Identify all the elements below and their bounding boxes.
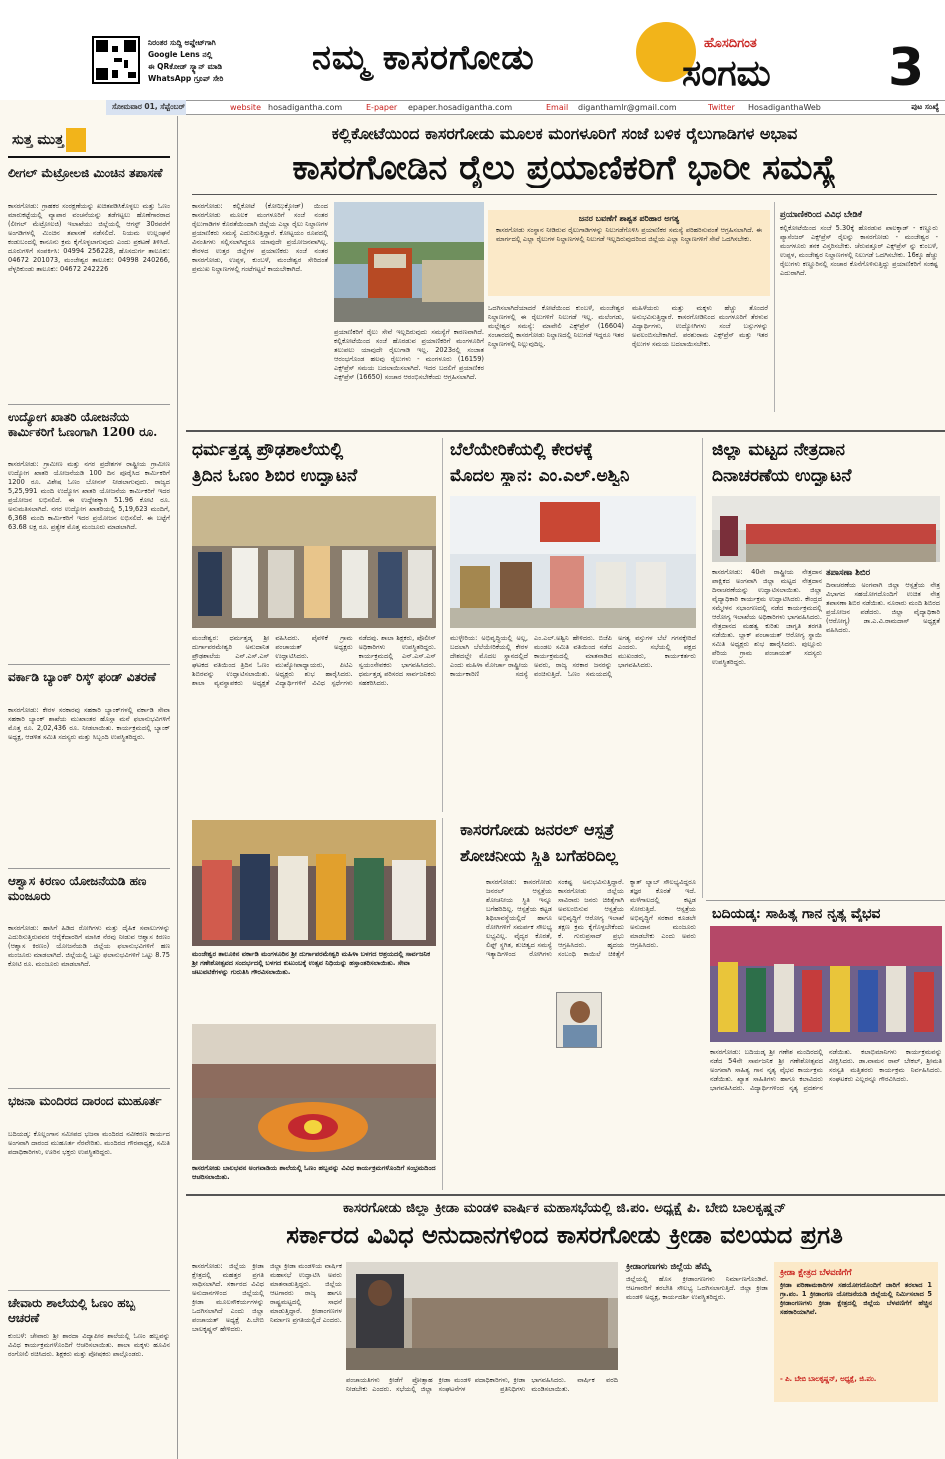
sidebar-headline: ತಪಾಸಣಾ ಶಿಬಿರ xyxy=(826,568,871,578)
story-body: ಕಾಸರಗೋಡು: 40ನೇ ರಾಷ್ಟ್ರೀಯ ನೇತ್ರದಾನ ಪಾಕ್ಷಿಕದ ಅಂಗವಾಗಿ ಜಿಲ್ಲಾ ಮಟ್ಟದ ನೇತ್ರದಾನ ದಿನಾಚರಣೆಯನ್ನು ಉದ್ಘಾಟಿಸಲಾಯಿತು. ಜಿಲ್ಲಾ ವೈದ್ಯಾಧಿಕಾರಿ ಕಾರ್ಯಕ್ರಮ ಉದ್ಘಾಟಿಸಿದರು. ಕೇಂದ್ರದ ಸಮ್ಮೇಳನ ಸಭಾಂಗಣದಲ್ಲಿ ನಡೆದ ಕಾರ್ಯಕ್ರಮದಲ್ಲಿ ಆರೋಗ್ಯ ಇಲಾಖೆಯ ಅಧಿಕಾರಿಗಳು ಭಾಗವಹಿಸಿದರು. ನೇತ್ರದಾನದ ಮಹತ್ವ ಕುರಿತು ಜಾಗೃತಿ ತರಗತಿ ನಡೆಯಿತು. ಬ್ಲಾಕ್ ಪಂಚಾಯತ್ ಆರೋಗ್ಯ ಸ್ಥಾಯಿ ಸಮಿತಿ ಅಧ್ಯಕ್ಷರು ಶುಭ ಹಾರೈಸಿದರು. ಪುಲ್ಲೂರು ಪೆರಿಯ ಗ್ರಾಮ ಪಂಚಾಯತ್ ಸದಸ್ಯರು ಉಪಸ್ಥಿತರಿದ್ದರು. xyxy=(712,568,822,666)
left-news-column xyxy=(0,116,178,1459)
story-headline: ಜಿಲ್ಲಾ ಮಟ್ಟದ ನೇತ್ರದಾನ xyxy=(712,440,845,460)
box-signature: - ಪಿ. ಬೇಬಿ ಬಾಲಕೃಷ್ಣನ್, ಅಧ್ಯಕ್ಷೆ, ಜಿ.ಪಂ. xyxy=(780,1375,877,1383)
story-body: ಕಾಸರಗೋಡು: ಕೇರಳ ಸರಕಾರವು ಸಹಕಾರಿ ಬ್ಯಾಂಕ್‌ಗಳಲ್ಲಿ ವರ್ಕಾಡಿ ಸೇವಾ ಸಹಕಾರಿ ಬ್ಯಾಂಕ್ ಶಾಖೆಯ ಮುಖಾಂತರ ಹೊಸ್ಗಾ ಮನೆ ಫಲಾನುಭವಿಗಳಿಗೆ ಮೊತ್ತ ರೂ. 2,02,436 ರೂ. ನೀಡಲಾಯಿತು. ಕಾರ್ಯಕ್ರಮದಲ್ಲಿ ಬ್ಯಾಂಕ್ ಅಧ್ಯಕ್ಷ, ಆಡಳಿತ ಸಮಿತಿ ಸದಸ್ಯರು ಮತ್ತು ಸಿಬ್ಬಂದಿ ಉಪಸ್ಥಿತರಿದ್ದರು. xyxy=(8,706,170,741)
qr-note-3: ಈ QRಕೋಡ್ ಸ್ಕ್ಯಾನ್ ಮಾಡಿ xyxy=(148,62,223,71)
story-headline: ಉದ್ಯೋಗ ಖಾತರಿ ಯೋಜನೆಯ ಕಾರ್ಮಿಕರಿಗೆ ಓಣಂಗಾಗಿ 1200 ರೂ. xyxy=(8,410,158,439)
railway-story xyxy=(186,118,945,418)
photo-caption: ಕಾಸರಗೋಡು ಬಾಲಭವನ ಅಂಗವಾಡಿಯ ಶಾಲೆಯಲ್ಲಿ ಓಣಂ ಹಬ್ಬವನ್ನು ವಿವಿಧ ಕಾರ್ಯಕ್ರಮಗಳೊಂದಿಗೆ ಸಂಭ್ರಮದಿಂದ ಆಚರಿಸಲಾಯಿತು. xyxy=(192,1164,436,1181)
sidebar-body: ಕಲ್ಲಿಕೋಟೆಯಿಂದ ಸಂಜೆ 5.30ಕ್ಕೆ ಹೊರಡುವ ಪಾಲಕ್ಕಾಡ್ - ಕಣ್ಣೂರು ಪ್ಯಾಸೆಂಜರ್ ಎಕ್ಸ್‌ಪ್ರೆಸ್ ರೈಲನ್ನು ಕಾಸರಗೋಡು - ಮಂಜೇಶ್ವರ - ಮಂಗಳೂರು ತನಕ ವಿಸ್ತರಿಸಬೇಕು. ಚೆರುವತ್ತೂರ್ ಎಕ್ಸ್‌ಪ್ರೆಸ್ ನ್ನು ಕುಂಬಳೆ, ಉಪ್ಪಳ, ಮಂಜೇಶ್ವರ ನಿಲ್ದಾಣಗಳಲ್ಲಿ ನಿಲುಗಡೆ ಒದಗಿಸಬೇಕು. 16ಕ್ಕೂ ಹೆಚ್ಚು ರೈಲುಗಳು ಕಣ್ಣೂರಿನಲ್ಲಿ ಸಂಚಾರ ಕೊನೆಗೊಳಿಸುತ್ತಿದ್ದು ಪ್ರಯಾಣಿಕರಿಗೆ ಸಂಕಷ್ಟ ಎದುರಾಗಿದೆ. xyxy=(780,224,938,277)
qr-note-1: ನಿರಂತರ ಸುದ್ದಿ ಅಪ್ಡೇಟ್‌ಗಾಗಿ xyxy=(148,38,216,47)
story-headline: ವರ್ಕಾಡಿ ಬ್ಯಾಂಕ್ ರಿಸ್ಕ್ ಫಂಡ್ ವಿತರಣೆ xyxy=(8,670,156,684)
qr-note-2: Google Lens ನಲ್ಲಿ xyxy=(148,50,213,59)
story-headline: ಸರ್ಕಾರದ ವಿವಿಧ ಅನುದಾನಗಳಿಂದ ಕಾಸರಗೋಡು ಕ್ರೀಡಾ ವಲಯದ ಪ್ರಗತಿ xyxy=(286,1220,843,1249)
sports-story xyxy=(186,1194,945,1459)
page-label: ಪುಟ ಸಂಖ್ಯೆ xyxy=(911,102,939,111)
story-body: ಮಂಜೇಶ್ವರ: ಧರ್ಮತ್ತಡ್ಕ ಶ್ರೀ ದುರ್ಗಾಪರಮೇಶ್ವರಿ ಅನುದಾನಿತ ಪ್ರೌಢಶಾಲೆಯ ಎನ್.ಎಸ್.ಎಸ್ ಘಟಕದ ವತಿಯಿಂದ ತ್ರಿದಿನ ಓಣಂ ಶಿಬಿರವನ್ನು ಉದ್ಘಾಟಿಸಲಾಯಿತು. ಶಾಲಾ ವ್ಯವಸ್ಥಾಪಕರು ಅಧ್ಯಕ್ಷತೆ ವಹಿಸಿದರು. ಪೈವಳಿಕೆ ಗ್ರಾಮ ಪಂಚಾಯತ್ ಅಧ್ಯಕ್ಷರು ಉದ್ಘಾಟಿಸಿದರು. ಮುಖ್ಯೋಪಾಧ್ಯಾಯರು, ಪಿಟಿಎ ಅಧ್ಯಕ್ಷರು ಶುಭ ಹಾರೈಸಿದರು. ವಿದ್ಯಾರ್ಥಿಗಳಿಗೆ ವಿವಿಧ ಸ್ಪರ್ಧೆಗಳು ನಡೆದವು. ಶಾಲಾ ಶಿಕ್ಷಕರು, ಪೊಲೀಸ್ ಅಧಿಕಾರಿಗಳು ಉಪಸ್ಥಿತರಿದ್ದರು. ಕಾರ್ಯಕ್ರಮದಲ್ಲಿ ಎನ್.ಎಸ್.ಎಸ್ ಸ್ವಯಂಸೇವಕರು ಭಾಗವಹಿಸಿದರು. ಧರ್ಮತ್ತಡ್ಕ ಪರಿಸರದ ಸಾರ್ವಜನಿಕರು ಸಹಕರಿಸಿದರು. xyxy=(192,634,436,687)
twitter-label: Twitter xyxy=(708,103,735,112)
story-headline: ಬೆಲೆಯೇರಿಕೆಯಲ್ಲಿ ಕೇರಳಕ್ಕೆ xyxy=(450,440,593,460)
story-col-1: ಕಾಸರಗೋಡು: ಕಲ್ಲಿಕೋಟೆ (ಕೋಝಿಕ್ಕೋಡ್) ಯಿಂದ ಕಾಸರಗೋಡು ಮೂಲಕ ಮಂಗಳೂರಿಗೆ ಸಂಜೆ ನಂತರ ರೈಲುಗಾಡಿಗಳ ಕೊರತೆಯಿಂದಾಗಿ ಜಿಲ್ಲೆಯ ಎಲ್ಲಾ ರೈಲು ನಿಲ್ದಾಣಗಳ ಪ್ರಯಾಣಿಕರು ಸಮಸ್ಯೆ ಎದುರಿಸುತ್ತಿದ್ದಾರೆ. ಕೋಟ್ಟಯಂ ರೂಪದಲ್ಲಿ ವಿನಂತಿಗಳು ಸಲ್ಲಿಸಲಾಗಿದ್ದರೂ ಯಾವುದೇ ಪ್ರಯೋಜನವಾಗಿಲ್ಲ. ಕೇರಳದ ಉತ್ತರ ಜಿಲ್ಲೆಗಳ ಪ್ರಯಾಣಿಕರು ಸಂಜೆ ನಂತರ ಕಾಸರಗೋಡು, ಉಪ್ಪಳ, ಕುಂಬಳೆ, ಮಂಜೇಶ್ವರ ಸೇರಿದಂತೆ ಪ್ರಮುಖ ನಿಲ್ದಾಣಗಳಲ್ಲಿ ಗಂಟೆಗಟ್ಟಲೆ ಕಾಯಬೇಕಾಗಿದೆ. xyxy=(192,202,328,273)
qr-code-icon xyxy=(92,36,140,84)
story-body: ಕಾಸರಗೋಡು: ಗ್ರಾಮೀಣ ಮತ್ತು ನಗರ ಪ್ರದೇಶಗಳ ರಾಷ್ಟ್ರೀಯ ಗ್ರಾಮೀಣ ಉದ್ಯೋಗ ಖಾತರಿ ಯೋಜನೆಯಡಿ 100 ದಿನ ಪೂರೈಸಿದ ಕಾರ್ಮಿಕರಿಗೆ 1200 ರೂ. ವಿಶೇಷ ಓಣಂ ಬೋನಸ್ ನೀಡಲಾಗುವುದು. ರಾಜ್ಯದ 5,25,991 ಮಂದಿ ಉದ್ಯೋಗ ಖಾತರಿ ಯೋಜನೆಯ ಕಾರ್ಮಿಕರಿಗೆ ಇದರ ಪ್ರಯೋಜನ ಲಭಿಸಲಿದೆ. ಈ ಉದ್ದೇಶಕ್ಕಾಗಿ 51.96 ಕೋಟಿ ರೂ. ಅನುಮತಿಸಲಾಗಿದೆ. ನಗರ ಉದ್ಯೋಗ ಖಾತರಿಯಲ್ಲಿ 5,19,623 ಮಂದಿಗೆ, 6,368 ಮಂದಿ ಕಾರ್ಮಿಕರಿಗೆ ಇದರ ಪ್ರಯೋಜನ ಲಭಿಸಲಿದೆ. ಈ ಬಟ್ಟೆಗೆ 63.68 ಲಕ್ಷ ರೂ. ಪ್ರತ್ಯೇಕ ಮೊತ್ತ ಮಂಜೂರು ಮಾಡಲಾಗಿದೆ. xyxy=(8,460,170,531)
section-title: ನಮ್ಮ ಕಾಸರಗೋಡು xyxy=(312,38,535,78)
story-col-3: ಒದಗಿಸಲಾಗಿದೆಯಾದರೆ ಕೋಟೆಯಿಂದ ಕುಂಬಳೆ, ಮಂಜೇಶ್ವರ ನಿಲ್ದಾಣಗಳಲ್ಲಿ ಈ ರೈಲುಗಳಿಗೆ ನಿಲುಗಡೆ ಇಲ್ಲ. ಮಲೆಂಗಡು, ಮಲ್ಲೇಶ್ವರ ಸಮಸ್ಯೆ: ಮಾವೇಲಿ ಎಕ್ಸ್‌ಪ್ರೆಸ್ (16604) ಸಂಚಾರದಲ್ಲಿ ಕಾಸರಗೋಡು ನಿಲ್ದಾಣದಲ್ಲಿ ನಿಲುಗಡೆ ಇದ್ದರೂ ಇತರ ನಿಲ್ದಾಣಗಳಲ್ಲಿ ನಿಲ್ಲುವುದಿಲ್ಲ. xyxy=(488,304,624,348)
story-body: ಬದಿಯಡ್ಕ: ಕೊಲ್ಲಂಗಾನ ಸಮೀಪದ ಭಜನಾ ಮಂದಿರದ ನವೀಕರಣ ಕಾರ್ಯದ ಅಂಗವಾಗಿ ದಾರಂದ ಮುಹೂರ್ತ ನೆರವೇರಿತು. ಮಂದಿರದ ಗೌರವಾಧ್ಯಕ್ಷ, ಸಮಿತಿ ಪದಾಧಿಕಾರಿಗಳು, ಊರಿನ ಭಕ್ತರು ಉಪಸ್ಥಿತರಿದ್ದರು. xyxy=(8,1130,170,1156)
story-headline: ಬದಿಯಡ್ಕ: ಸಾಹಿತ್ಯ ಗಾನ ನೃತ್ಯ ವೈಭವ xyxy=(712,906,881,922)
hospital-story xyxy=(446,814,700,1190)
dance-photo xyxy=(710,926,942,1042)
sidebar-body: ಕಾಸರಗೋಡು ಸಂಸ್ಥಾನ ನೀಡಿರುವ ರೈಲುಗಾಡಿಗಳನ್ನು ನಿಲುಗಡೆಗೊಳಿಸಿ ಪ್ರಯಾಣಿಕರ ಸಮಸ್ಯೆ ಪರಿಹರಿಸುವಂತೆ ಆಗ್ರಹಿಸಲಾಗಿದೆ. ಈ ಮಾರ್ಗದಲ್ಲಿ ಎಲ್ಲಾ ರೈಲುಗಳ ನಿಲ್ದಾಣಗಳಲ್ಲಿ ನಿಲುಗಡೆ ಇಲ್ಲದಿರುವುದರಿಂದ ಜಿಲ್ಲೆಯ ಎಲ್ಲಾ ನಿಲ್ದಾಣಗಳಿಗೆ ಸೇವೆ ಒದಗಿಸಬೇಕು. xyxy=(496,226,762,243)
person-photo xyxy=(556,992,602,1048)
story-col-3: ಪಂಚಾಯತಿಗಳು ಕ್ರೀಡೆಗೆ ಪ್ರೋತ್ಸಾಹ ನೀಡಬೇಕು ಎಂದರು. ಸಭೆಯಲ್ಲಿ ಜಿಲ್ಲಾ ಕ್ರೀಡಾ ಮಂಡಳಿ ಪದಾಧಿಕಾರಿಗಳು, ಕ್ರೀಡಾ ಸಂಘಟನೆಗಳ ಪ್ರತಿನಿಧಿಗಳು ಭಾಗವಹಿಸಿದರು. ವಾರ್ಷಿಕ ವರದಿ ಮಂಡಿಸಲಾಯಿತು. xyxy=(346,1376,618,1393)
railway-sidebar xyxy=(488,210,770,296)
photo-caption: ಮಂಜೇಶ್ವರ ತಾಲೂಕಿನ ವರ್ಕಾಡಿ ಮಂಗಳೂರಿನ ಶ್ರೀ ದುರ್ಗಾಪರಮೇಶ್ವರಿ ಮಹಿಳಾ ಬಳಗದ ಆಶ್ರಯದಲ್ಲಿ ಸಾರ್ವಜನಿಕ ಶ್ರೀ ಗಣೇಶೋತ್ಸವದ ಸಂದರ್ಭದಲ್ಲಿ ಬಳಗದ ಕುಟುಂಬಕ್ಕೆ ಉತ್ಸವ ನಿಧಿಯನ್ನು ಹಸ್ತಾಂತರಿಸಲಾಯಿತು. ಸೇವಾ ಚಟುವಟಿಕೆಗಳನ್ನು ಗುರುತಿಸಿ ಗೌರವಿಸಲಾಯಿತು. xyxy=(192,950,431,976)
quote-box xyxy=(774,1262,938,1402)
box-headline: ಕ್ರೀಡಾ ಕ್ಷೇತ್ರದ ಬೆಳವಣಿಗೆಗೆ xyxy=(780,1268,852,1278)
column-logo-icon xyxy=(66,128,86,152)
story-body: ಕಾಸರಗೋಡು: ಬದಿಯಡ್ಕ ಶ್ರೀ ಗಣೇಶ ಮಂದಿರದಲ್ಲಿ ನಡೆದ 54ನೇ ಸಾರ್ವಜನಿಕ ಶ್ರೀ ಗಣೇಶೋತ್ಸವದ ಅಂಗವಾಗಿ ಸಾಹಿತ್ಯ ಗಾನ ನೃತ್ಯ ವೈಭವ ಕಾರ್ಯಕ್ರಮ ನಡೆಯಿತು. ಖ್ಯಾತ ಸಾಹಿತಿಗಳು ಹಾಗೂ ಕಲಾವಿದರು ಭಾಗವಹಿಸಿದರು. ವಿದ್ಯಾರ್ಥಿಗಳಿಂದ ನೃತ್ಯ ಪ್ರದರ್ಶನ ನಡೆಯಿತು. ಕಲಾಭಿಮಾನಿಗಳು ಕಾರ್ಯಕ್ರಮವನ್ನು ವೀಕ್ಷಿಸಿದರು. ಡಾ.ವಾಮನ ರಾವ್ ಬೇಕಲ್, ಶ್ರೀಮತಿ ಸರಸ್ವತಿ ಮತ್ತಿತರರು ಕಾರ್ಯಕ್ರಮ ನಿರ್ವಹಿಸಿದರು. ಸಂಘಟಕರು ಎಲ್ಲರನ್ನೂ ಗೌರವಿಸಿದರು. xyxy=(710,1048,942,1092)
story-kicker: ಕಾಸರಗೋಡು ಜಿಲ್ಲಾ ಕ್ರೀಡಾ ಮಂಡಳಿ ವಾರ್ಷಿಕ ಮಹಾಸಭೆಯಲ್ಲಿ ಜಿ.ಪಂ. ಅಧ್ಯಕ್ಷೆ ಪಿ. ಬೇಬಿ ಬಾಲಕೃಷ್ಣನ್ xyxy=(342,1200,786,1216)
column-title: ಸುತ್ತ ಮುತ್ತ xyxy=(12,132,64,148)
story-headline: ತ್ರಿದಿನ ಓಣಂ ಶಿಬಿರ ಉದ್ಘಾಟನೆ xyxy=(192,466,358,486)
box-body: ಕ್ರೀಡಾ ಪರಿಣಾಮಕಾರಿಗಳ ಸಹಯೋಗದೊಂದಿಗೆ ಜಾರಿಗೆ ತರಲಾದ 1 ಗ್ರಾ.ಪಂ. 1 ಕ್ರೀಡಾಂಗಣ ಯೋಜನೆಯಡಿ ಜಿಲ್ಲೆಯಲ್ಲಿ ನಿರ್ಮಿಸಲಾದ 5 ಕ್ರೀಡಾಂಗಣಗಳು ಕ್ರೀಡಾ ಕ್ಷೇತ್ರದಲ್ಲಿ ಜಿಲ್ಲೆಯ ಬೆಳವಣಿಗೆಗೆ ಹೆಚ್ಚಿನ ಸಹಕಾರಿಯಾಗಿವೆ. xyxy=(780,1281,932,1316)
issue-date: ಸೋಮವಾರ 01, ಸೆಪ್ಟೆಂಬರ್ xyxy=(106,100,186,115)
camp-sidebar xyxy=(826,568,940,892)
sidebar-headline: ಪ್ರಯಾಣಿಕರಿಂದ ವಿವಿಧ ಬೇಡಿಕೆ xyxy=(780,210,863,220)
email-link[interactable]: diganthamlr@gmail.com xyxy=(578,103,677,112)
story-kicker: ಕಲ್ಲಿಕೋಟೆಯಿಂದ ಕಾಸರಗೋಡು ಮೂಲಕ ಮಂಗಳೂರಿಗೆ ಸಂಜೆ ಬಳಿಕ ರೈಲುಗಾಡಿಗಳ ಅಭಾವ xyxy=(331,124,798,143)
website-link[interactable]: hosadigantha.com xyxy=(268,103,343,112)
badiyadka-story xyxy=(706,904,945,1190)
sidebar-body: ದಿನಾಚರಣೆಯ ಅಂಗವಾಗಿ ಜಿಲ್ಲಾ ಆಸ್ಪತ್ರೆಯ ನೇತ್ರ ವಿಭಾಗದ ಸಹಯೋಗದೊಂದಿಗೆ ಉಚಿತ ನೇತ್ರ ತಪಾಸಣಾ ಶಿಬಿರ ನಡೆಯಿತು. ನೂರಾರು ಮಂದಿ ಶಿಬಿರದ ಪ್ರಯೋಜನ ಪಡೆದರು. ಜಿಲ್ಲಾ ವೈದ್ಯಾಧಿಕಾರಿ (ಆರೋಗ್ಯ) ಡಾ.ಎ.ವಿ.ರಾಮದಾಸ್ ಅಧ್ಯಕ್ಷತೆ ವಹಿಸಿದರು. xyxy=(826,581,940,634)
qr-instructions xyxy=(148,37,308,85)
meeting-photo xyxy=(450,496,696,628)
story-col-4 xyxy=(626,1262,768,1458)
sub-headline: ಕ್ರೀಡಾಂಗಣಗಳು ಜಿಲ್ಲೆಯ ಹೆಮ್ಮೆ xyxy=(626,1262,711,1272)
story-body: ಕಾಸರಗೋಡು: ಹಾಸಿಗೆ ಹಿಡಿದ ರೋಗಿಗಳು ಮತ್ತು ದೈಹಿಕ ಸವಾಲುಗಳನ್ನು ಎದುರಿಸುತ್ತಿರುವವರ ಆರೈಕೆದಾರರಿಗೆ ಮಾಸಿಕ ನೆರವು ನೀಡುವ ಆಶ್ವಾಸ ಕಿರಣಂ (ಆಶ್ವಾಸ ಕಿರಣಂ) ಯೋಜನೆಯಡಿ ಜಿಲ್ಲೆಯ ಫಲಾನುಭವಿಗಳಿಗೆ ಹಣ ಮಂಜೂರು ಮಾಡಲಾಗಿದೆ. ಜಿಲ್ಲೆಯಲ್ಲಿ ಒಟ್ಟು ಫಲಾನುಭವಿಗಳಿಗೆ ಒಟ್ಟು 8.75 ಕೋಟಿ ರೂ. ಮಂಜೂರು ಮಾಡಲಾಗಿದೆ. xyxy=(8,924,170,968)
story-headline: ಕಾಸರಗೋಡು ಜನರಲ್ ಆಸ್ಪತ್ರೆ xyxy=(460,820,615,839)
story-headline: ಕಾಸರಗೋಡಿನ ರೈಲು ಪ್ರಯಾಣಿಕರಿಗೆ ಭಾರೀ ಸಮಸ್ಯೆ xyxy=(292,148,837,188)
story-body: ಕಾಸರಗೋಡು: ಗ್ರಾಹಕರ ಸಂರಕ್ಷಣೆಯನ್ನು ಖಚಿತಪಡಿಸಿಕೊಳ್ಳಲು ಮತ್ತು ಓಣಂ ಮಾರುಕಟ್ಟೆಯಲ್ಲಿ ವ್ಯಾಪಾರ ವಂಚನೆಯನ್ನು ತಡೆಗಟ್ಟಲು ಹೊಣೆಗಾರರಾದ (ಲೀಗಲ್ ಮೆಟ್ರೋಲಜಿ) ಇಲಾಖೆಯು ಜಿಲ್ಲೆಯಲ್ಲಿ ಆಗಸ್ಟ್ 30ರವರೆಗೆ ಅಂಗಡಿಗಳಲ್ಲಿ ಮಿಂಚಿನ ತಪಾಸಣೆ ನಡೆಸಲಿದೆ. ನಿಯಮ ಉಲ್ಲಂಘನೆ ಕಂಡುಬಂದಲ್ಲಿ ಕಾನೂನು ಕ್ರಮ ಕೈಗೊಳ್ಳಲಾಗುವುದು ಎಂದು ಪ್ರಕಟಣೆ ತಿಳಿಸಿದೆ. ದೂರುಗಳಿಗೆ ಸಂಪರ್ಕಿಸಿ: 04994 256228, ಹೊಸದುರ್ಗ ತಾಲೂಕು: 04672 201073, ಮಂಜೇಶ್ವರ ತಾಲೂಕು: 04998 240266, ವೆಳ್ಳರಿಕುಂಡು ತಾಲೂಕು: 04672 242226 xyxy=(8,202,170,273)
epaper-label: E-paper xyxy=(366,103,398,112)
eye-donation-story xyxy=(706,436,945,896)
story-col-2: ಪ್ರಯಾಣಿಕರಿಗೆ ರೈಲು ಸೇವೆ ಇಲ್ಲದಿರುವುದು ಸಮಸ್ಯೆಗೆ ಕಾರಣವಾಗಿದೆ. ಕಲ್ಲಿಕೋಟೆಯಿಂದ ಸಂಜೆ ಹೊರಡುವ ಪ್ರಯಾಣಿಕರಿಗೆ ಮಂಗಳೂರಿಗೆ ತಲುಪಲು ಯಾವುದೇ ರೈಲುಗಾಡಿ ಇಲ್ಲ. 2023ರಲ್ಲಿ ಸಂಜಾತ ಆರಂಭಗೊಂಡ ಹಲವು ರೈಲುಗಳು - ಮಂಗಳೂರು (16159) ಎಕ್ಸ್‌ಪ್ರೆಸ್ ಸಮಯ ಬದಲಾಯಿಸಲಾಗಿದೆ. ಇದರ ಬದಲಿಗೆ ಪ್ರಯಾಣಿಕರ ಎಕ್ಸ್‌ಪ್ರೆಸ್ (16650) ಸಂಚಾರ ಆರಂಭಿಸಬೇಕೆಂದು ಆಗ್ರಹಿಸಲಾಗಿದೆ. xyxy=(334,328,484,381)
story-headline: ದಿನಾಚರಣೆಯ ಉದ್ಘಾಟನೆ xyxy=(712,466,852,486)
story-body: ಜಿಲ್ಲೆಯಲ್ಲಿ ಹೊಸ ಕ್ರೀಡಾಂಗಣಗಳು ನಿರ್ಮಾಣಗೊಂಡಿವೆ. ಆಟಗಾರರಿಗೆ ತರಬೇತಿ ಸೌಲಭ್ಯ ಒದಗಿಸಲಾಗುತ್ತಿದೆ. ಜಿಲ್ಲಾ ಕ್ರೀಡಾ ಮಂಡಳಿ ಅಧ್ಯಕ್ಷ, ಕಾರ್ಯದರ್ಶಿ ಉಪಸ್ಥಿತರಿದ್ದರು. xyxy=(626,1275,768,1301)
twitter-link[interactable]: HosadiganthaWeb xyxy=(748,103,821,112)
story-body: ಕಾಸರಗೋಡು: ಕಾಸರಗೋಡು ಜನರಲ್ ಆಸ್ಪತ್ರೆಯ ಶೋಚನೀಯ ಸ್ಥಿತಿ ಇನ್ನೂ ಬಗೆಹರಿದಿಲ್ಲ. ಆಸ್ಪತ್ರೆಯ ಕಟ್ಟಡ ಶಿಥಿಲಾವಸ್ಥೆಯಲ್ಲಿದೆ ಹಾಗೂ ರೋಗಿಗಳಿಗೆ ಸಮರ್ಪಕ ಸೌಲಭ್ಯ ಲಭ್ಯವಿಲ್ಲ. ವೈದ್ಯರ ಕೊರತೆ, ಲಿಫ್ಟ್ ಸ್ಥಗಿತ, ಶುಚಿತ್ವದ ಸಮಸ್ಯೆ ಇತ್ಯಾದಿಗಳಿಂದ ರೋಗಿಗಳು ಸಂಕಷ್ಟ ಅನುಭವಿಸುತ್ತಿದ್ದಾರೆ. ಕಾಸರಗೋಡು ಜಿಲ್ಲೆಯ ಸಾವಿರಾರು ಜನರು ಚಿಕಿತ್ಸೆಗಾಗಿ ಅವಲಂಬಿಸುವ ಆಸ್ಪತ್ರೆಯ ಅಭಿವೃದ್ಧಿಗೆ ಆರೋಗ್ಯ ಇಲಾಖೆ ತಕ್ಷಣ ಕ್ರಮ ಕೈಗೊಳ್ಳಬೇಕೆಂದು ಕೆ. ಗುರುಪ್ರಸಾದ್ ಪ್ರಭು ಆಗ್ರಹಿಸಿದರು. ಹೃದಯ ಸಂಬಂಧಿ ಕಾಯಿಲೆ ಚಿಕಿತ್ಸೆಗೆ ಕ್ಯಾತ್ ಲ್ಯಾಬ್ ಸೌಲಭ್ಯವಿದ್ದರೂ ತಜ್ಞರ ಕೊರತೆ ಇದೆ. ಮಳೆಗಾಲದಲ್ಲಿ ಕಟ್ಟಡ ಸೋರುತ್ತಿದೆ. ಆಸ್ಪತ್ರೆಯ ಅಭಿವೃದ್ಧಿಗೆ ಸರಕಾರ ಕೂಡಲೇ ಅನುದಾನ ಮಂಜೂರು ಮಾಡಬೇಕು ಎಂದು ಅವರು ಆಗ್ರಹಿಸಿದರು. xyxy=(486,878,696,958)
onam-celebration-photo xyxy=(192,1024,436,1160)
website-label: website xyxy=(230,103,261,112)
brand-name: ಹೊಸದಿಗಂತ xyxy=(704,36,757,51)
masthead xyxy=(0,0,945,100)
supplement-title: ಸಂಗಮ xyxy=(682,52,771,94)
story-headline: ಮೊದಲ ಸ್ಥಾನ: ಎಂ.ಎಲ್.ಅಶ್ವಿನಿ xyxy=(450,466,630,486)
contact-bar xyxy=(186,100,945,115)
email-label: Email xyxy=(546,103,569,112)
story-headline: ಭಜನಾ ಮಂದಿರದ ದಾರಂದ ಮುಹೂರ್ತ xyxy=(8,1094,162,1108)
event-photo xyxy=(192,496,436,628)
onam-camp-story xyxy=(186,436,438,812)
felicitation-photo xyxy=(192,820,436,946)
epaper-link[interactable]: epaper.hosadigantha.com xyxy=(408,103,513,112)
train-photo xyxy=(334,202,484,322)
sidebar-title: ಜನರ ಬವಣೆಗೆ ಶಾಶ್ವತ ಪರಿಹಾರ ಅಗತ್ಯ xyxy=(578,214,680,223)
story-headline: ಧರ್ಮತ್ತಡ್ಕ ಪ್ರೌಢಶಾಲೆಯಲ್ಲಿ xyxy=(192,440,344,460)
story-body: ಮುಳ್ಳೇರಿಯ: ಅಭಿವೃದ್ಧಿಯಲ್ಲಿ ಅಲ್ಲ, ಬದಲಾಗಿ ಬೆಲೆಯೇರಿಕೆಯಲ್ಲಿ ಕೇರಳ ದೇಶದಲ್ಲೇ ಮೊದಲ ಸ್ಥಾನದಲ್ಲಿದೆ ಎಂದು ಮಹಿಳಾ ಮೋರ್ಚಾ ರಾಷ್ಟ್ರೀಯ ಕಾರ್ಯಕಾರಿಣಿ ಸದಸ್ಯೆ ಎಂ.ಎಲ್.ಅಶ್ವಿನಿ ಹೇಳಿದರು. ಬಿಜೆಪಿ ಮಂಡಲ ಸಮಿತಿ ವತಿಯಿಂದ ನಡೆದ ಕಾರ್ಯಕ್ರಮದಲ್ಲಿ ಮಾತನಾಡಿದ ಅವರು, ರಾಜ್ಯ ಸರಕಾರ ಜನರನ್ನು ವಂಚಿಸುತ್ತಿದೆ. ಓಣಂ ಸಮಯದಲ್ಲಿ ಅಗತ್ಯ ವಸ್ತುಗಳ ಬೆಲೆ ಗಗನಕ್ಕೇರಿದೆ ಎಂದರು. ಸಭೆಯಲ್ಲಿ ಪಕ್ಷದ ಮುಖಂಡರು, ಕಾರ್ಯಕರ್ತರು ಭಾಗವಹಿಸಿದರು. xyxy=(450,634,696,678)
event-photo xyxy=(712,496,940,562)
story-headline: ಲೀಗಲ್ ಮೆಟ್ರೋಲಜಿ ಮಿಂಚಿನ ತಪಾಸಣೆ xyxy=(8,166,163,180)
column-header xyxy=(8,124,170,158)
page-number: 3 xyxy=(888,38,925,98)
qr-note-4: WhatsApp ಗ್ರೂಪ್ ಸೇರಿ xyxy=(148,74,224,83)
story-col-1: ಕಾಸರಗೋಡು: ಜಿಲ್ಲೆಯ ಕ್ರೀಡಾ ಕ್ಷೇತ್ರದಲ್ಲಿ ಮಹತ್ತರ ಪ್ರಗತಿ ಸಾಧಿಸಲಾಗಿದೆ. ಸರ್ಕಾರದ ವಿವಿಧ ಅನುದಾನಗಳಿಂದ ಜಿಲ್ಲೆಯಲ್ಲಿ ಕ್ರೀಡಾ ಮೂಲಸೌಕರ್ಯಗಳನ್ನು ಒದಗಿಸಲಾಗಿದೆ ಎಂದು ಜಿಲ್ಲಾ ಪಂಚಾಯತ್ ಅಧ್ಯಕ್ಷೆ ಪಿ.ಬೇಬಿ ಬಾಲಕೃಷ್ಣನ್ ಹೇಳಿದರು. xyxy=(192,1262,264,1333)
story-body: ಕುಂಬಳೆ: ಚೇವಾರು ಶ್ರೀ ಶಾರದಾ ವಿದ್ಯಾಪೀಠ ಶಾಲೆಯಲ್ಲಿ ಓಣಂ ಹಬ್ಬವನ್ನು ವಿವಿಧ ಕಾರ್ಯಕ್ರಮಗಳೊಂದಿಗೆ ಆಚರಿಸಲಾಯಿತು. ಶಾಲಾ ಮಕ್ಕಳು ಹೂವಿನ ರಂಗೋಲಿ ರಚಿಸಿದರು. ಶಿಕ್ಷಕರು ಮತ್ತು ಪೋಷಕರು ಪಾಲ್ಗೊಂಡರು. xyxy=(8,1332,170,1358)
price-rise-story xyxy=(446,436,700,812)
story-col-2: ಜಿಲ್ಲಾ ಕ್ರೀಡಾ ಮಂಡಳಿಯ ವಾರ್ಷಿಕ ಮಹಾಸಭೆ ಉದ್ಘಾಟಿಸಿ ಅವರು ಮಾತನಾಡುತ್ತಿದ್ದರು. ಜಿಲ್ಲೆಯ ಆಟಗಾರರು ರಾಜ್ಯ ಹಾಗೂ ರಾಷ್ಟ್ರಮಟ್ಟದಲ್ಲಿ ಸಾಧನೆ ಮಾಡುತ್ತಿದ್ದಾರೆ. ಕ್ರೀಡಾಂಗಣಗಳ ನಿರ್ಮಾಣ ಪ್ರಗತಿಯಲ್ಲಿದೆ ಎಂದರು. xyxy=(270,1262,342,1324)
story-headline: ಚೇವಾರು ಶಾಲೆಯಲ್ಲಿ ಓಣಂ ಹಬ್ಬ ಆಚರಣೆ xyxy=(8,1296,136,1325)
story-headline: ಆಶ್ವಾಸ ಕಿರಣಂ ಯೋಜನೆಯಡಿ ಹಣ ಮಂಜೂರು xyxy=(8,874,147,903)
meeting-photo xyxy=(346,1262,618,1370)
story-col-4: ಮಹಿಳೆಯರು ಮತ್ತು ಮಕ್ಕಳು ಹೆಚ್ಚು ತೊಂದರೆ ಅನುಭವಿಸುತ್ತಿದ್ದಾರೆ. ಕಾಸರಗೋಡಿನಿಂದ ಮಂಗಳೂರಿಗೆ ತೆರಳುವ ವಿದ್ಯಾರ್ಥಿಗಳು, ಉದ್ಯೋಗಿಗಳು ಸಂಜೆ ಬಸ್ಸುಗಳನ್ನು ಅವಲಂಬಿಸಬೇಕಾಗಿದೆ. ಪರಶುರಾಮ ಎಕ್ಸ್‌ಪ್ರೆಸ್ ಮತ್ತು ಇತರ ರೈಲುಗಳ ಸಮಯ ಬದಲಾಯಿಸಬೇಕು. xyxy=(632,304,768,348)
story-headline: ಶೋಚನೀಯ ಸ್ಥಿತಿ ಬಗೆಹರಿದಿಲ್ಲ xyxy=(460,846,618,865)
